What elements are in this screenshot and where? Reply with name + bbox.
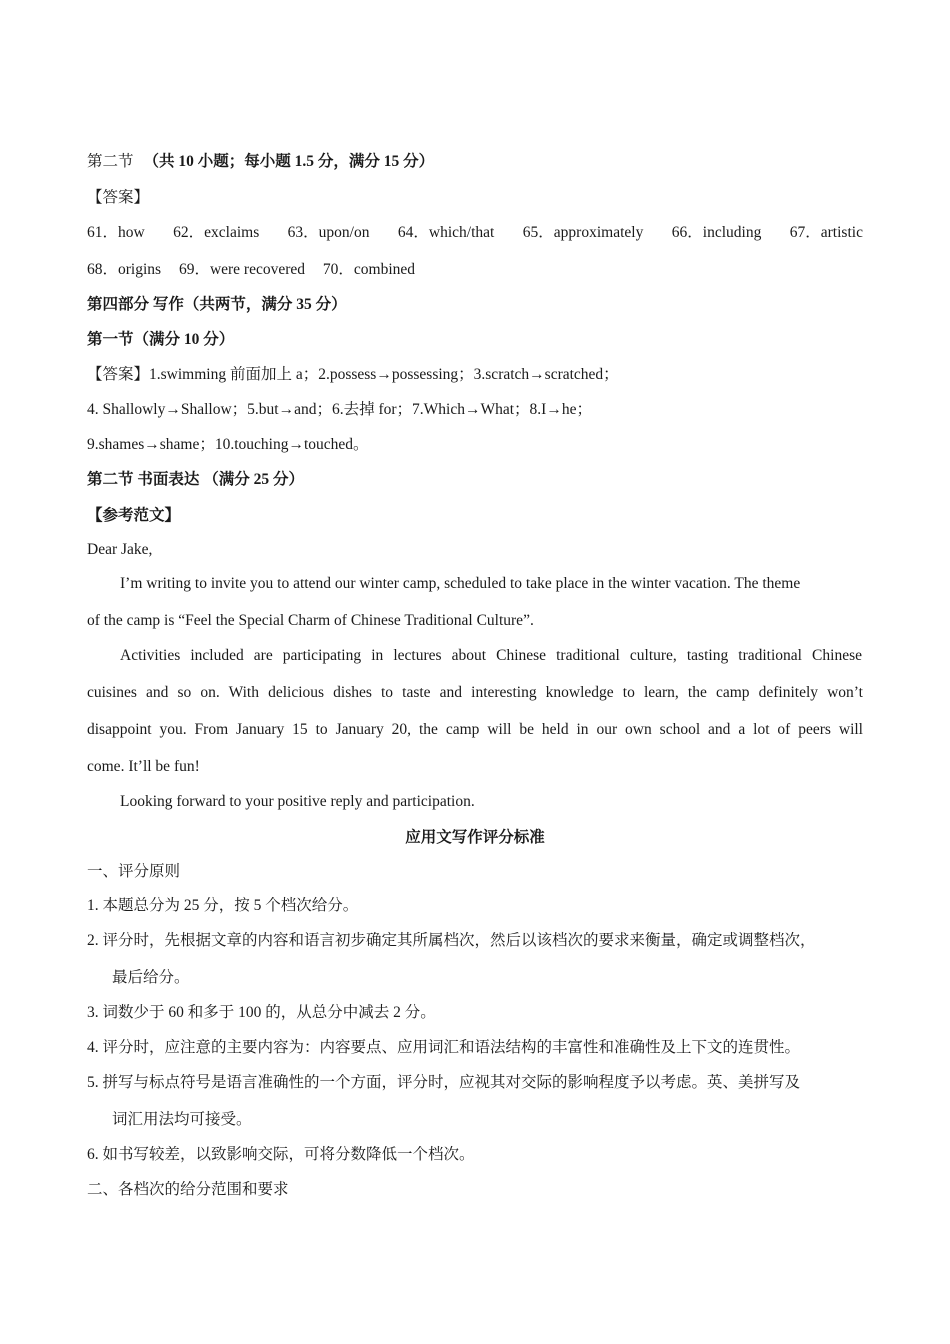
criteria-rule-2-line1: 2. 评分时，先根据文章的内容和语言初步确定其所属档次，然后以该档次的要求来衡量，确定或调整档次，: [87, 932, 816, 949]
letter-p1-line1: I’m writing to invite you to attend our winter camp, scheduled to take place in the winter vacation. The theme: [120, 575, 801, 592]
answer-68: 68．origins: [87, 261, 162, 278]
answer-61: 61．how: [87, 224, 145, 241]
criteria-rule-2-line2: 最后给分。: [112, 969, 190, 986]
criteria-rule-5-line1: 5. 拼写与标点符号是语言准确性的一个方面，评分时，应视其对交际的影响程度予以考虑。英、美拼写及: [87, 1074, 801, 1091]
part4-title: 第四部分 写作（共两节，满分 35 分）: [87, 296, 347, 313]
letter-p2-line3: disappoint you. From January 15 to January 20, the camp will be held in our own school and a lot of peers will: [87, 721, 863, 738]
answers-row-2: [87, 260, 415, 280]
criteria-principle-heading: 一、评分原则: [87, 863, 181, 880]
answer-70: 70．combined: [322, 261, 416, 278]
letter-p2-line1: Activities included are participating in lectures about Chinese traditional culture, tasting traditional Chinese: [120, 647, 862, 664]
answer-69: 69．were recovered: [178, 261, 306, 278]
section2-heading: [87, 152, 434, 172]
criteria-rule-1: 1. 本题总分为 25 分，按 5 个档次给分。: [87, 897, 359, 914]
letter-p3-line1: Looking forward to your positive reply and participation.: [120, 793, 475, 810]
answer-64: 64．which/that: [397, 224, 495, 241]
letter-p2-line4: come. It’ll be fun!: [87, 758, 200, 775]
criteria-rule-5-line2: 词汇用法均可接受。: [112, 1111, 252, 1128]
part4-sec1-answer-line2: 4. Shallowly→Shallow；5.but→and；6.去掉 for；7.Which→What；8.I→he；: [87, 401, 592, 418]
part4-sec1-answer-line3: 9.shames→shame；10.touching→touched。: [87, 436, 369, 453]
letter-greeting: Dear Jake,: [87, 541, 153, 558]
sample-essay-tag: 【参考范文】: [87, 507, 181, 524]
criteria-rule-4: 4. 评分时，应注意的主要内容为：内容要点、应用词汇和语法结构的丰富性和准确性及上下文的连贯性。: [87, 1039, 801, 1056]
criteria-rule-3: 3. 词数少于 60 和多于 100 的，从总分中减去 2 分。: [87, 1004, 436, 1021]
criteria-rule-6: 6. 如书写较差，以致影响交际，可将分数降低一个档次。: [87, 1146, 475, 1163]
criteria-levels-heading: 二、各档次的给分范围和要求: [87, 1181, 289, 1198]
criteria-title: 应用文写作评分标准: [405, 829, 545, 846]
part4-sec1-answer-line1: 【答案】1.swimming 前面加上 a；2.possess→possessing；3.scratch→scratched；: [87, 366, 619, 383]
answer-63: 63．upon/on: [287, 224, 370, 241]
answers-row-1: [87, 223, 863, 243]
part4-sec2-title: 第二节 书面表达 （满分 25 分）: [87, 471, 305, 488]
answer-65: 65．approximately: [522, 224, 644, 241]
section2-label: 第二节: [87, 153, 134, 170]
section2-desc: （共 10 小题；每小题 1.5 分，满分 15 分）: [143, 153, 435, 170]
letter-p2-line2: cuisines and so on. With delicious dishes to taste and interesting knowledge to learn, the camp definitely won’t: [87, 684, 863, 701]
answer-66: 66．including: [671, 224, 762, 241]
answer-tag: 【答案】: [87, 189, 150, 206]
letter-p1-line2: of the camp is “Feel the Special Charm of Chinese Traditional Culture”.: [87, 612, 534, 629]
part4-sec1-title: 第一节（满分 10 分）: [87, 331, 235, 348]
answer-62: 62．exclaims: [173, 224, 260, 241]
answer-67: 67．artistic: [789, 224, 863, 241]
